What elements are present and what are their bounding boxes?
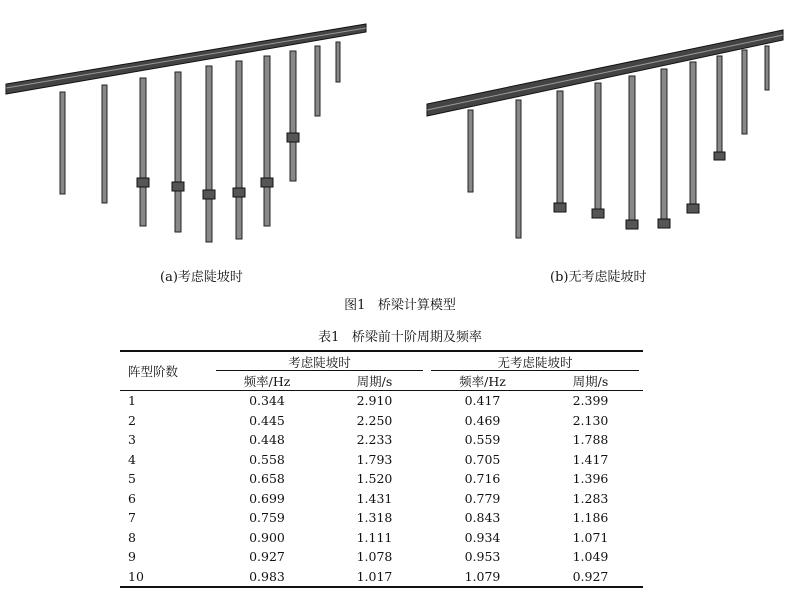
- cell-order: 3: [128, 432, 136, 448]
- cell-period-b: 1.049: [572, 549, 609, 565]
- cell-freq-a: 0.658: [249, 471, 285, 487]
- cell-freq-a: 0.759: [249, 510, 285, 526]
- cell-period-a: 1.793: [356, 451, 393, 467]
- table-row: [120, 528, 643, 548]
- group-label: 考虑陡坡时: [288, 354, 351, 370]
- cell-freq-b: 0.953: [464, 549, 501, 565]
- cell-order: 1: [128, 393, 136, 409]
- table-row: [120, 469, 643, 489]
- cell-period-b: 1.186: [572, 510, 609, 526]
- cell-freq-b: 0.417: [464, 393, 501, 409]
- table-row: [120, 547, 643, 567]
- pier-caps: [554, 152, 725, 229]
- figure-caption: 图1 桥梁计算模型: [344, 298, 456, 313]
- deck-beam: [427, 30, 783, 116]
- table-row: [120, 567, 643, 588]
- cell-freq-b: 0.934: [464, 529, 501, 545]
- cell-freq-a: 0.927: [249, 549, 285, 565]
- group-header-with-slope: [212, 351, 427, 371]
- table-row: [120, 489, 643, 509]
- table-row: [120, 508, 643, 528]
- cell-period-a: 2.250: [356, 412, 393, 428]
- cell-period-b: 2.130: [572, 412, 609, 428]
- cell-freq-b: 0.469: [464, 412, 501, 428]
- col-header-period-b: 周期/s: [538, 371, 643, 391]
- cell-order: 4: [128, 451, 136, 467]
- cell-period-a: 1.318: [356, 510, 393, 526]
- cell-period-a: 1.431: [356, 490, 393, 506]
- group-header-without-slope: [427, 351, 643, 371]
- cell-freq-a: 0.448: [249, 432, 285, 448]
- cell-freq-a: 0.900: [249, 529, 285, 545]
- cell-freq-a: 0.983: [212, 567, 322, 588]
- cell-period-a: 2.910: [356, 393, 393, 409]
- col-header-freq-b: 频率/Hz: [427, 371, 538, 391]
- pier-caps: [137, 133, 299, 199]
- cell-freq-b: 0.705: [464, 451, 501, 467]
- table-row: [120, 450, 643, 470]
- cell-period-a: 2.233: [356, 432, 393, 448]
- frequency-period-table: [120, 350, 643, 588]
- cell-freq-a: 0.344: [249, 393, 285, 409]
- cell-period-a: 1.111: [356, 529, 393, 545]
- group-label: 无考虑陡坡时: [497, 354, 573, 370]
- cell-freq-b: 0.843: [464, 510, 501, 526]
- cell-period-a: 1.078: [356, 549, 393, 565]
- table-row: [120, 411, 643, 431]
- cell-period-b: 1.283: [572, 490, 609, 506]
- subcaption-b: (b)无考虑陡坡时: [550, 270, 647, 285]
- cell-order: 8: [128, 529, 136, 545]
- cell-freq-b: 0.716: [464, 471, 501, 487]
- cell-order: 10: [120, 567, 212, 588]
- group-underline: [216, 370, 423, 371]
- cell-period-b: 1.071: [572, 529, 609, 545]
- cell-period-b: 1.788: [572, 432, 609, 448]
- cell-freq-b: 1.079: [427, 567, 538, 588]
- cell-order: 2: [128, 412, 136, 428]
- cell-freq-b: 0.779: [464, 490, 501, 506]
- col-header-order: 阵型阶数: [120, 351, 212, 391]
- col-header-freq-a: 频率/Hz: [212, 371, 322, 391]
- cell-freq-a: 0.558: [249, 451, 285, 467]
- cell-order: 5: [128, 471, 136, 487]
- cell-order: 6: [128, 490, 136, 506]
- table-row: [120, 391, 643, 411]
- group-underline: [431, 370, 639, 371]
- cell-period-b: 1.396: [572, 471, 609, 487]
- cell-freq-b: 0.559: [464, 432, 501, 448]
- bridge-model-figure-a: [0, 0, 395, 255]
- deck-beam: [6, 24, 366, 94]
- cell-freq-a: 0.699: [249, 490, 285, 506]
- cell-period-b: 1.417: [572, 451, 609, 467]
- table-row: [120, 430, 643, 450]
- cell-order: 7: [128, 510, 136, 526]
- cell-period-a: 1.017: [322, 567, 427, 588]
- col-header-period-a: 周期/s: [322, 371, 427, 391]
- subcaption-a: (a)考虑陡坡时: [160, 270, 243, 285]
- cell-period-b: 2.399: [572, 393, 609, 409]
- cell-order: 9: [128, 549, 136, 565]
- table-caption: 表1 桥梁前十阶周期及频率: [318, 330, 482, 345]
- bridge-model-figure-b: [405, 0, 800, 255]
- cell-period-b: 0.927: [538, 567, 643, 588]
- cell-period-a: 1.520: [356, 471, 393, 487]
- cell-freq-a: 0.445: [249, 412, 285, 428]
